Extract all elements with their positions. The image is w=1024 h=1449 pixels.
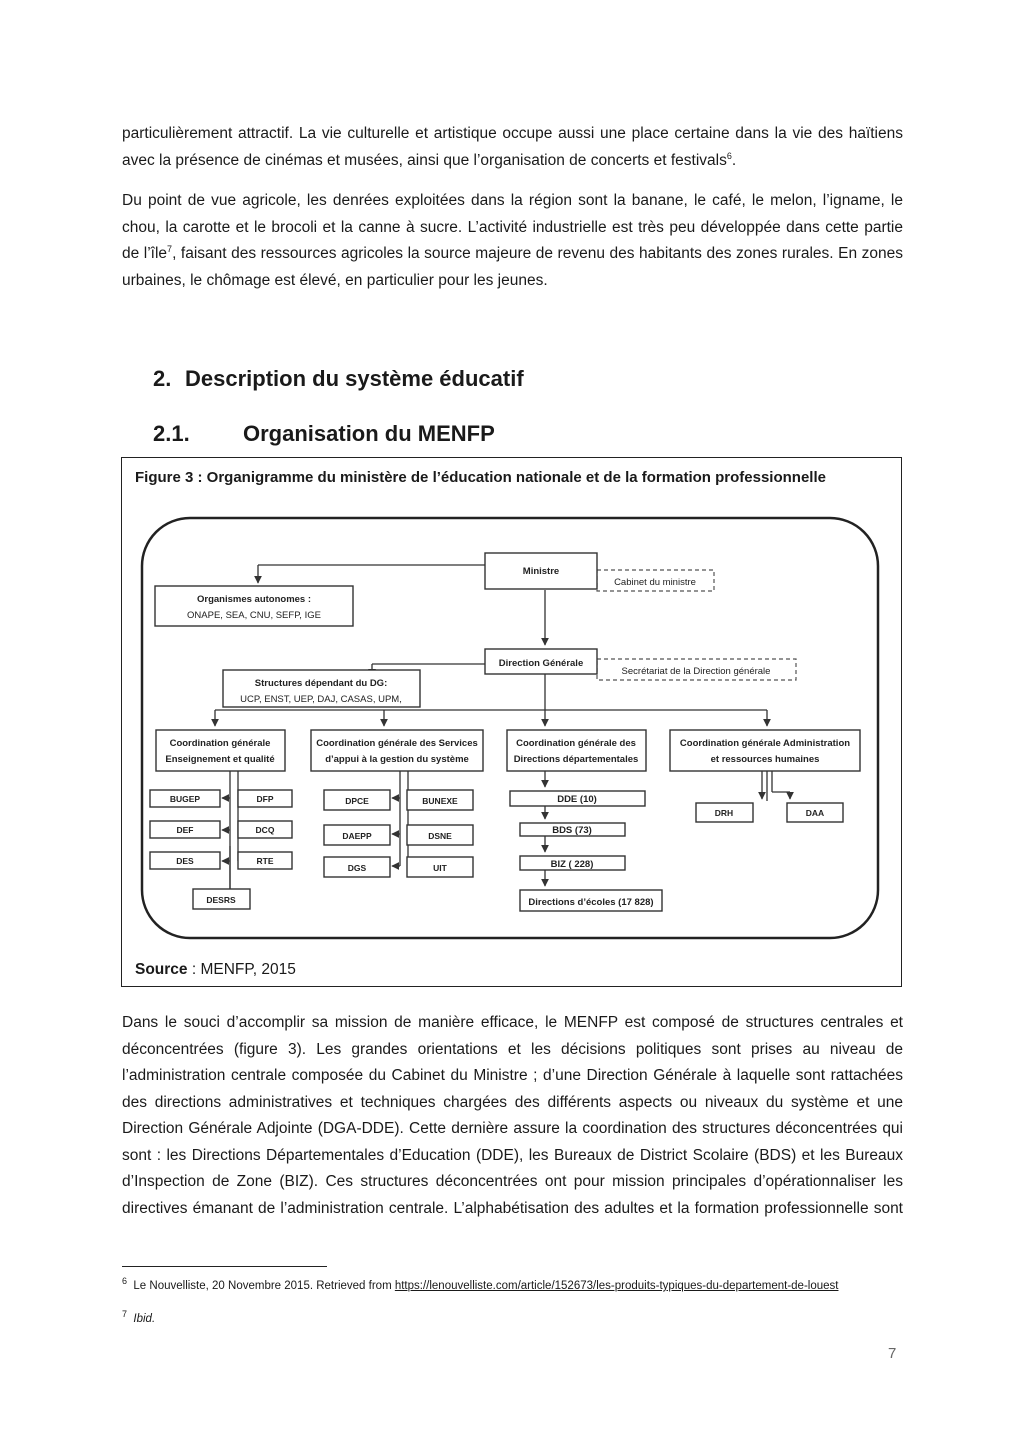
section-number: 2.	[153, 366, 172, 391]
daa-label: DAA	[805, 808, 825, 818]
paragraph-3	[122, 1010, 903, 1222]
ecoles-label: Directions d’écoles (17 828)	[528, 897, 654, 908]
drh-label: DRH	[714, 808, 734, 818]
rte-label: RTE	[256, 856, 274, 866]
figure-box	[121, 457, 902, 987]
dcq-label: DCQ	[255, 825, 275, 835]
cg3-label-2: Directions départementales	[513, 754, 639, 765]
cg1-label-2: Enseignement et qualité	[165, 754, 275, 765]
footnote-6-text: Le Nouvelliste, 20 Novembre 2015. Retrieved from	[133, 1280, 395, 1292]
subsection-heading	[153, 421, 495, 447]
cg2-label-1: Coordination générale des Services	[316, 738, 478, 749]
organismes-label-1: Organismes autonomes :	[196, 594, 312, 605]
paragraph-1-text: particulièrement attractif. La vie culturelle et artistique occupe aussi une place certaine dans la vie des haïtiens avec la présence de cinémas et musées, ainsi que l’organisation de concerts et festivals	[122, 125, 903, 169]
bunexe-label: BUNEXE	[422, 796, 458, 806]
footnote-7-number: 7	[122, 1309, 128, 1320]
paragraph-1	[122, 121, 903, 174]
def-label: DEF	[176, 825, 194, 835]
bugep-label: BUGEP	[169, 794, 201, 804]
source-text: : MENFP, 2015	[187, 961, 296, 978]
organismes-label-2: ONAPE, SEA, CNU, SEFP, IGE	[187, 610, 321, 621]
cabinet-label: Cabinet du ministre	[614, 577, 696, 588]
footnote-6	[122, 1278, 903, 1294]
org-chart	[140, 516, 880, 941]
footnote-6-number: 6	[122, 1276, 128, 1287]
bds-label: BDS (73)	[552, 825, 592, 836]
cg3-label-1: Coordination générale des	[516, 738, 636, 749]
dpce-label: DPCE	[345, 796, 369, 806]
page-number: 7	[888, 1345, 897, 1362]
section-title: Description du système éducatif	[185, 366, 524, 391]
ministre-label: Ministre	[522, 566, 560, 577]
section-heading	[153, 366, 524, 392]
footnote-7-text: Ibid.	[133, 1313, 156, 1325]
dfp-label: DFP	[256, 794, 274, 804]
cg1-label-1: Coordination générale	[169, 738, 271, 749]
structures-dg-label-1: Structures dépendant du DG:	[254, 678, 388, 689]
dde-label: DDE (10)	[557, 794, 597, 805]
footnote-7	[122, 1311, 155, 1327]
subsection-title: Organisation du MENFP	[243, 421, 495, 446]
source-label: Source	[135, 961, 188, 978]
paragraph-2-text: Du point de vue agricole, les denrées exploitées dans la région sont la banane, le café, le melon, l’igname, le chou, la carotte et le brocoli et la canne à sucre. L’activité industrielle est très peu développée dans cette partie de l’île	[122, 192, 903, 262]
footnote-divider	[122, 1266, 327, 1267]
structures-dg-label-2: UCP, ENST, UEP, DAJ, CASAS, UPM,	[240, 694, 402, 705]
subsection-number: 2.1.	[153, 421, 190, 446]
cg2-label-2: d’appui à la gestion du système	[325, 754, 469, 765]
des-label: DES	[176, 856, 194, 866]
paragraph-2-end: , faisant des ressources agricoles la source majeure de revenu des habitants des zones rurales. En zones urbaines, le chômage est élevé, en particulier pour les jeunes.	[122, 245, 903, 289]
figure-caption: Figure 3 : Organigramme du ministère de l’éducation nationale et de la formation professionnelle	[135, 469, 826, 486]
dgs-label: DGS	[347, 863, 367, 873]
paragraph-1-end: .	[731, 151, 737, 169]
footnote-ref-7[interactable]: 7	[167, 243, 173, 254]
paragraph-3-text: Dans le souci d’accomplir sa mission de manière efficace, le MENFP est composé de structures centrales et déconcentrées (figure 3). Les grandes orientations et les décisions politiques sont prises au niveau de l’administration centrale composée du Cabinet du Ministre ; d’une Direction Générale à laquelle sont rattachées des directions administratives et techniques chargées des différents aspects ou niveaux du système et une Direction Générale Adjointe (DGA-DDE). Cette dernière assure la coordination des structures déconcentrées qui sont : les Directions Départementales d’Education (DDE), les Bureaux de District Scolaire (BDS) et les Bureaux d’Inspection de Zone (BIZ). Ces structures déconcentrées ont pour mission principales d’opérationnaliser les directives émanant de l’administration centrale. L’alphabétisation des adultes et la formation professionnelle sont	[122, 1014, 903, 1217]
uit-label: UIT	[433, 863, 447, 873]
paragraph-2	[122, 188, 903, 294]
cg4-label-2: et ressources humaines	[710, 754, 820, 765]
dg-label: Direction Générale	[498, 658, 584, 669]
daepp-label: DAEPP	[342, 831, 372, 841]
biz-label: BIZ ( 228)	[550, 859, 594, 870]
footnote-ref-6[interactable]: 6	[726, 150, 732, 161]
cg4-label-1: Coordination générale Administration	[679, 738, 851, 749]
dsne-label: DSNE	[428, 831, 452, 841]
footnote-6-link[interactable]: https://lenouvelliste.com/article/152673/les-produits-typiques-du-departement-de-louest	[394, 1280, 839, 1292]
figure-source	[135, 961, 296, 979]
desrs-label: DESRS	[206, 895, 236, 905]
secretariat-label: Secrétariat de la Direction générale	[621, 666, 771, 677]
